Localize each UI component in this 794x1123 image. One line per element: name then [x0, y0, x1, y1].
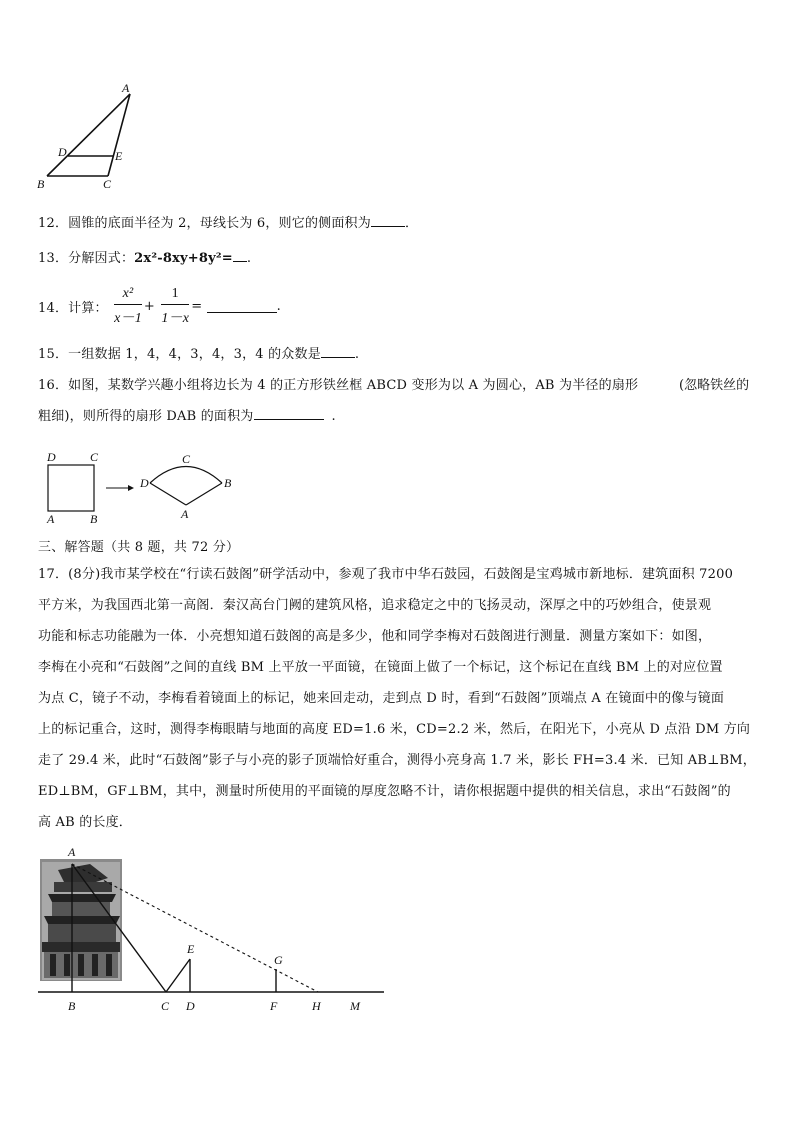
question-15: 15．一组数据 1，4，4，3，4，3，4 的众数是 .: [38, 347, 360, 362]
q16-answer-blank: [254, 407, 324, 420]
label-B: B: [224, 476, 232, 490]
label-A: A: [181, 507, 189, 521]
fraction-2: $\frac{1}{1-x}$: [161, 286, 190, 326]
fraction-1: $\frac{\text{x²}}{x-1}$: [114, 286, 142, 326]
q17-line-9: 高 AB 的长度．: [38, 815, 133, 830]
q13-answer-blank: [233, 249, 247, 262]
label-C: C: [182, 452, 191, 466]
q17-line-3: 功能和标志功能融为一体．小亮想知道石鼓阁的高是多少，他和同学李梅对石鼓阁进行测量．测量方案如下：如图，: [38, 629, 712, 644]
label-M: M: [350, 999, 360, 1013]
q13-prefix: 13．分解因式：: [38, 251, 135, 266]
label-C: C: [103, 177, 112, 191]
q17-line-2: 平方米，为我国西北第一高阁．秦汉高台门阙的建筑风格，追求稳定之中的飞扬灵动，深厚之中的巧妙组合，使景观: [38, 598, 712, 613]
q15-answer-blank: [321, 345, 355, 358]
question-16-line-1: [38, 374, 638, 393]
q16-line1-tail: (忽略铁丝的: [679, 378, 750, 393]
label-A: A: [47, 512, 55, 526]
q12-text: 12．圆锥的底面半径为 2，母线长为 6，则它的侧面积为: [38, 216, 371, 231]
q17-line-6: 上的标记重合，这时，测得李梅眼睛与地面的高度 ED=1.6 米，CD=2.2 米，然后，在阳光下，小亮从 D 点沿 DM 方向: [38, 722, 751, 737]
question-13: 13．分解因式：2x²-8xy+8y²= .: [38, 251, 252, 266]
q17-line-4: 李梅在小亮和“石鼓阁”之间的直线 BM 上平放一平面镜，在镜面上做了一个标记，这个标记在直线 BM 上的对应位置: [38, 660, 723, 675]
label-F: F: [270, 999, 278, 1013]
label-D: D: [186, 999, 195, 1013]
question-16-line-2: 粗细)，则所得的扇形 DAB 的面积为 .: [38, 409, 336, 424]
label-A: A: [122, 82, 130, 95]
label-B: B: [68, 999, 76, 1013]
q17-line-7: 走了 29.4 米，此时“石鼓阁”影子与小亮的影子顶端恰好重合，测得小亮身高 1.7 米，影长 FH=3.4 米．已知 AB⊥BM，: [38, 753, 756, 768]
label-H: H: [312, 999, 321, 1013]
label-D: D: [58, 145, 67, 159]
q16-text-2: 粗细)，则所得的扇形 DAB 的面积为: [38, 409, 254, 424]
q13-expression: 2x²-8xy+8y²=: [134, 251, 233, 266]
label-C: C: [90, 450, 99, 464]
label-B: B: [37, 177, 45, 191]
q17-line-1: 17．(8分)我市某学校在“行读石鼓阁”研学活动中，参观了我市中华石鼓园，石鼓阁是宝鸡城市新地标．建筑面积 7200: [38, 567, 734, 582]
label-C: C: [161, 999, 170, 1013]
q17-line-5: 为点 C，镜子不动，李梅看着镜面上的标记，她来回走动，走到点 D 时，看到“石鼓阁”顶端点 A 在镜面中的像与镜面: [38, 691, 725, 706]
question-14: 14．计算： $\frac{\text{x²}}{x-1}$ + $\frac{1}{1-x}$ = .: [38, 286, 281, 326]
label-D: D: [47, 450, 56, 464]
q17-line-8: ED⊥BM，GF⊥BM，其中，测量时所使用的平面镜的厚度忽略不计，请你根据题中提供的相关信息，求出“石鼓阁”的: [38, 784, 731, 799]
square-to-sector-figure: [40, 448, 240, 530]
label-E: E: [187, 942, 195, 956]
label-E: E: [115, 149, 123, 163]
q16-text-1: 16．如图，某数学兴趣小组将边长为 4 的正方形铁丝框 ABCD 变形为以 A 为圆心，AB 为半径的扇形: [38, 378, 639, 393]
label-A: A: [68, 845, 76, 859]
label-G: G: [274, 953, 283, 967]
q12-answer-blank: [371, 214, 405, 227]
label-B: B: [90, 512, 98, 526]
q14-answer-blank: [207, 300, 277, 313]
question-12: 12．圆锥的底面半径为 2，母线长为 6，则它的侧面积为 ．: [38, 216, 419, 231]
triangle-figure: [34, 82, 144, 194]
q15-text: 15．一组数据 1，4，4，3，4，3，4 的众数是: [38, 347, 321, 362]
label-D: D: [140, 476, 149, 490]
q14-prefix: 14．计算：: [38, 301, 108, 316]
tower-measurement-figure: [36, 842, 388, 1014]
section-3-title: 三、解答题（共 8 题，共 72 分）: [38, 540, 240, 555]
